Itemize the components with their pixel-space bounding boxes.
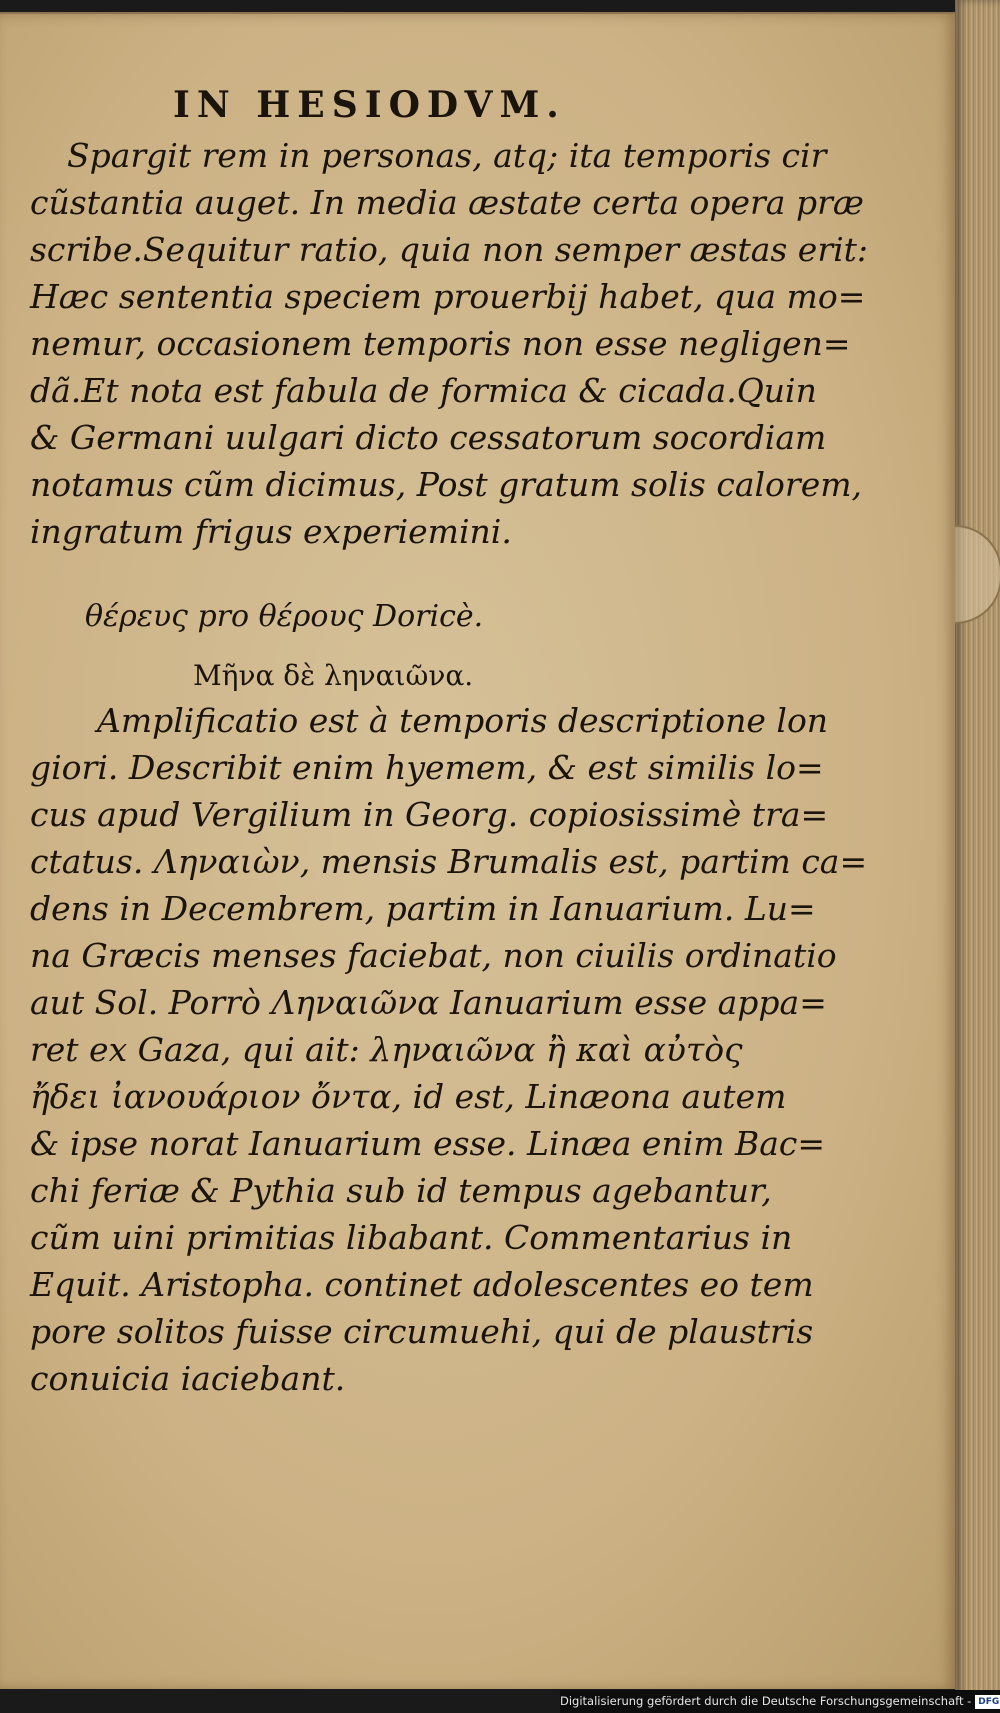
text-line: pore solitos fuisse circumuehi, qui de plaustris [30,1312,814,1351]
text-line: dens in Decembrem, partim in Ianuarium. Lu= [30,889,816,928]
digitization-credit [560,1690,1000,1713]
book-page [0,12,955,1689]
text-line: notamus cũm dicimus, Post gratum solis calorem, [30,465,863,504]
text-line: & Germani uulgari dicto cessatorum socordiam [30,418,827,457]
text-line: Amplificatio est à temporis descriptione lon [97,701,829,740]
text-line: nemur, occasionem temporis non esse negligen= [30,324,851,363]
text-line: ctatus. Ληναιὼν, mensis Brumalis est, partim ca= [30,842,868,881]
dfg-logo: DFG [975,1695,1000,1709]
text-line: Equit. Aristopha. continet adolescentes eo tem [30,1265,814,1304]
greek-note: θέρευς pro θέρους Doricè. [85,599,484,634]
running-head: IN HESIODVM. [173,84,566,126]
text-line: scribe.Sequitur ratio, quia non semper æstas erit: [30,230,869,269]
greek-lemma: Μῆνα δὲ ληναιῶνα. [193,659,474,692]
credit-text: Digitalisierung gefördert durch die Deutsche Forschungsgemeinschaft - [560,1694,972,1708]
text-line: Spargit rem in personas, atq; ita temporis cir [67,136,827,175]
text-line: dã.Et nota est fabula de formica & cicada.Quin [30,371,817,410]
text-line: giori. Describit enim hyemem, & est similis lo= [30,748,824,787]
text-line: ingratum frigus experiemini. [30,512,512,551]
text-line: chi feriæ & Pythia sub id tempus agebantur, [30,1171,772,1210]
text-line: & ipse norat Ianuarium esse. Linæa enim Bac= [30,1124,826,1163]
text-line: Hæc sententia speciem prouerbij habet, qua mo= [30,277,866,316]
text-line: na Græcis menses faciebat, non ciuilis ordinatio [30,936,837,975]
page-edges [955,0,1000,1700]
text-line: cũstantia auget. In media æstate certa opera præ [30,183,864,222]
text-line: cũm uini primitias libabant. Commentarius in [30,1218,793,1257]
text-line: cus apud Vergilium in Georg. copiosissimè tra= [30,795,829,834]
text-line: conuicia iaciebant. [30,1359,346,1398]
text-line: ἤδει ἰανουάριον ὄντα, id est, Linæona autem [30,1077,787,1116]
text-line: aut Sol. Porrò Ληναιῶνα Ianuarium esse appa= [30,983,827,1022]
text-line: ret ex Gaza, qui ait: ληναιῶνα ἢ καὶ αὐτὸς [30,1030,743,1069]
